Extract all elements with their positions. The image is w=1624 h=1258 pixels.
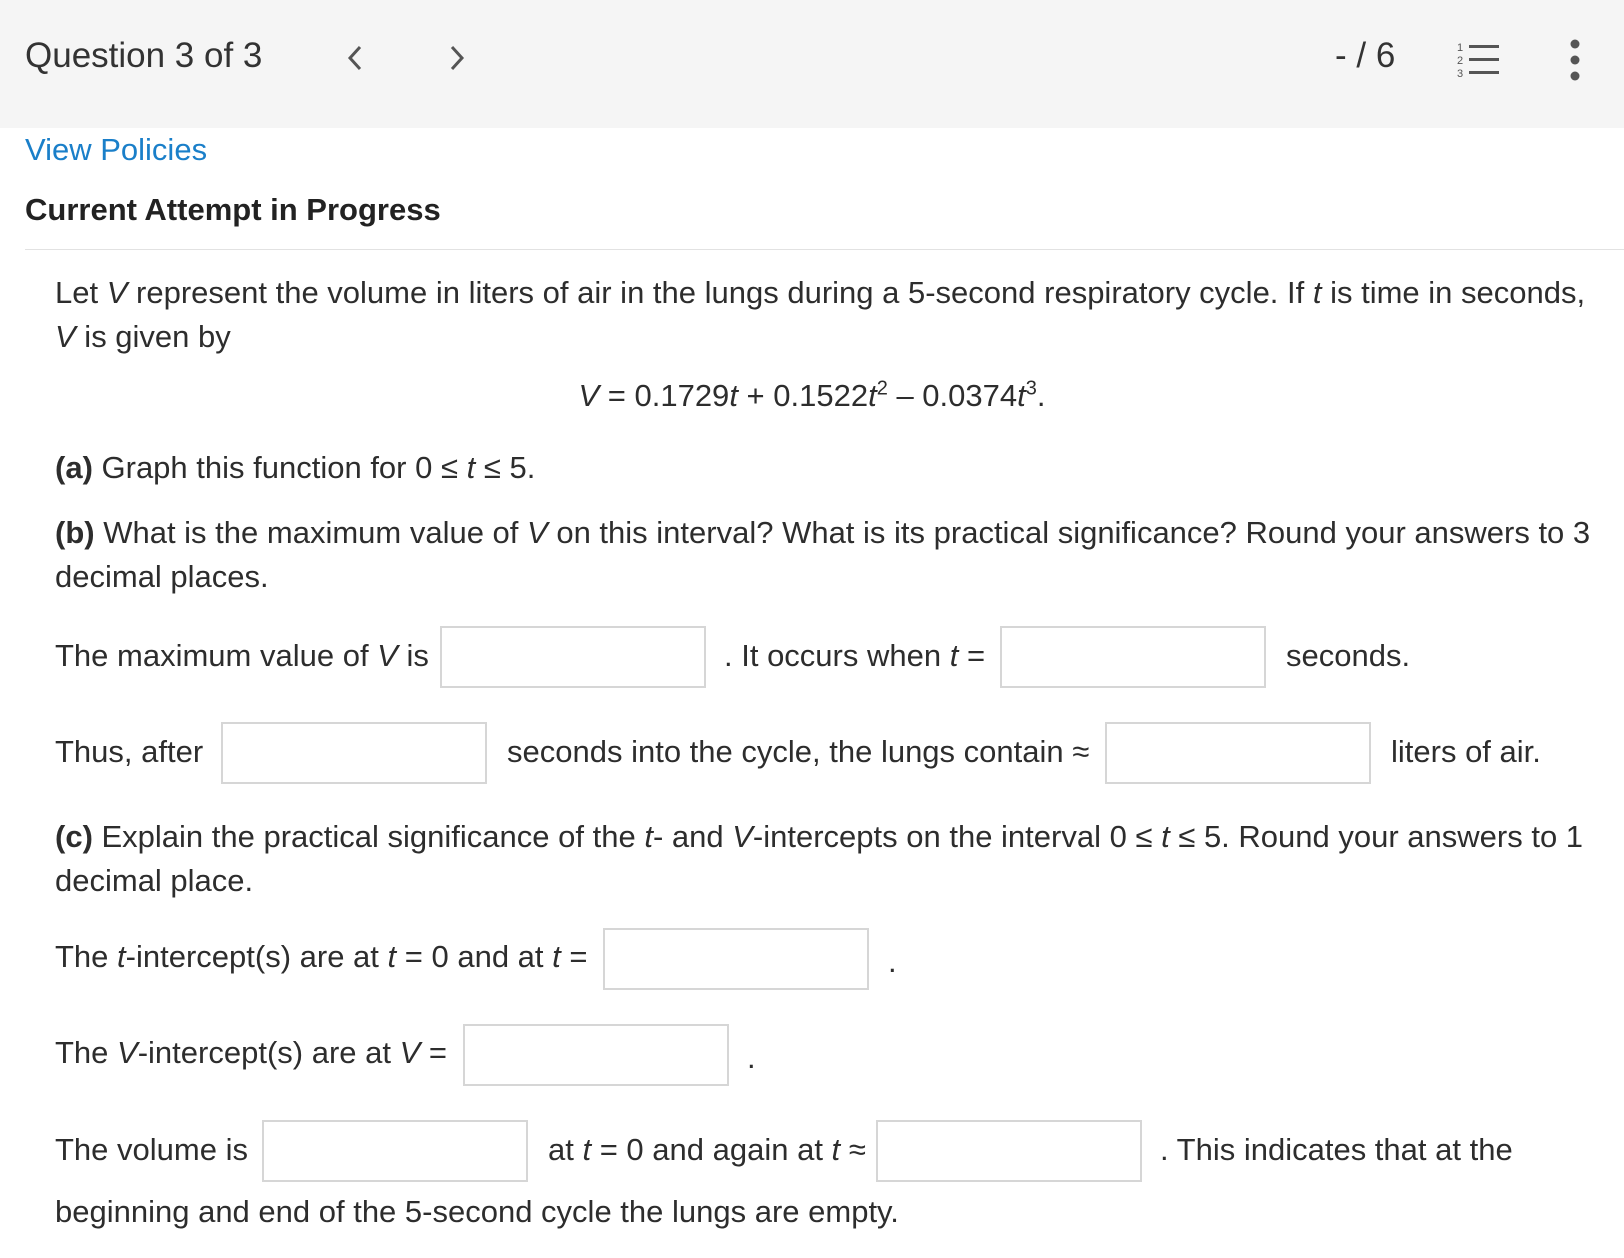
t-intercept-label: The t-intercept(s) are at t = 0 and at t = [55, 939, 588, 974]
max-time-input[interactable] [1000, 626, 1266, 688]
conclusion-text: beginning and end of the 5-second cycle the lungs are empty. [55, 1194, 899, 1229]
volume-value-input[interactable] [262, 1120, 528, 1182]
indicates-label: . This indicates that at the [1160, 1132, 1513, 1167]
after-seconds-input[interactable] [221, 722, 487, 784]
t-intercept-input[interactable] [603, 928, 869, 990]
question-list-icon[interactable] [1457, 40, 1503, 80]
volume-is-label: The volume is [55, 1132, 248, 1167]
view-policies-link[interactable]: View Policies [25, 132, 208, 167]
occurs-when-label: . It occurs when t = [724, 638, 986, 673]
divider [25, 249, 1624, 250]
volume-formula: $V = 0.1729t + 0.1522t^2 - 0.0374t^3$. [578, 377, 1046, 413]
attempt-status: Current Attempt in Progress [25, 192, 441, 227]
part-b-prompt: (b) What is the maximum value of V on this interval? What is its practical significance? Round your answers to 3 decimal places. [55, 515, 1591, 594]
volume-time-input[interactable] [876, 1120, 1142, 1182]
v-intercept-period: . [747, 1040, 756, 1075]
question-score: - / 6 [1335, 36, 1396, 75]
max-value-label: The maximum value of V is [55, 638, 429, 673]
problem-intro: Let V represent the volume in liters of air in the lungs during a 5-second respiratory cycle. If t is time in seconds, V is given by [55, 275, 1586, 354]
v-intercept-label: The V-intercept(s) are at V = [55, 1035, 447, 1070]
list-number-1: 1 [1457, 42, 1464, 54]
question-header [0, 0, 1624, 128]
max-value-input[interactable] [440, 626, 706, 688]
chevron-left-icon [345, 43, 365, 73]
v-intercept-input[interactable] [463, 1024, 729, 1086]
list-number-2: 2 [1457, 55, 1464, 67]
again-at-label: at t = 0 and again at t ≈ [548, 1132, 866, 1167]
more-options-icon[interactable] [1566, 38, 1584, 82]
next-question-button[interactable] [442, 38, 472, 78]
chevron-right-icon [447, 43, 467, 73]
previous-question-button[interactable] [340, 38, 370, 78]
lungs-contain-label: seconds into the cycle, the lungs contain ≈ [507, 734, 1090, 769]
liters-of-air-label: liters of air. [1391, 734, 1541, 769]
t-intercept-period: . [888, 944, 897, 979]
seconds-label: seconds. [1286, 638, 1411, 673]
part-a-prompt: (a) Graph this function for 0 ≤ t ≤ 5. [55, 450, 536, 485]
liters-input[interactable] [1105, 722, 1371, 784]
question-counter: Question 3 of 3 [25, 36, 263, 75]
list-number-3: 3 [1457, 68, 1464, 80]
part-c-prompt: (c) Explain the practical significance of the t- and V-intercepts on the interval 0 ≤ t ≤ 5. Round your answers to 1 decimal place. [55, 819, 1584, 898]
thus-after-label: Thus, after [55, 734, 204, 769]
